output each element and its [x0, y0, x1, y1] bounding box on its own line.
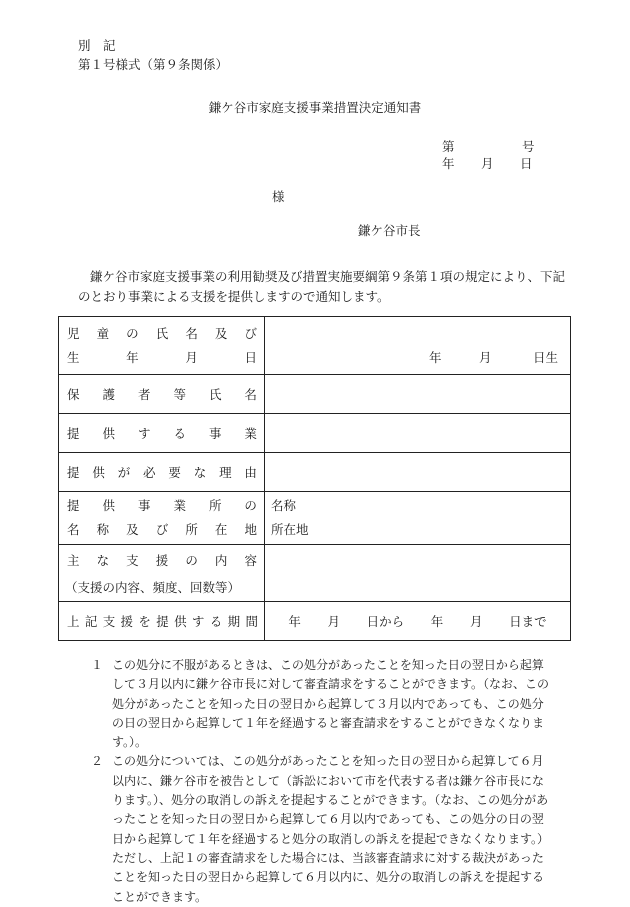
label-char: 年 [126, 349, 139, 365]
label-char: 氏 [155, 325, 169, 341]
label-char: 日から [366, 614, 405, 629]
label-char: 提 [67, 498, 80, 513]
label-char: 月 [327, 614, 340, 629]
child-name-birth-label [59, 317, 265, 375]
label-char: 月 [469, 614, 483, 629]
label-char: る [209, 614, 223, 629]
label-char: 援 [155, 553, 169, 568]
date-month: 月 [481, 156, 494, 171]
label-char: び [244, 325, 257, 341]
provider-label [59, 492, 265, 545]
label-char: 期 [227, 614, 241, 629]
note-item [85, 752, 555, 906]
issuer-name: 鎌ケ谷市長 [358, 223, 421, 238]
label-char: 支 [126, 553, 139, 568]
label-char: び [155, 522, 169, 537]
label-char: 日 [244, 349, 257, 365]
label-char: 年 [288, 614, 301, 629]
label-char: 日まで [509, 614, 547, 629]
provider-name-label: 名称 [271, 498, 297, 513]
support-content-sublabel: （支援の内容、頻度、回数等） [65, 580, 241, 595]
label-char: 名 [244, 387, 257, 402]
label-char: 月 [185, 349, 198, 365]
label-char: を [138, 614, 151, 629]
period-value [265, 602, 571, 641]
date-year: 年 [442, 156, 455, 171]
label-char: 供 [92, 465, 105, 480]
support-content-value [265, 545, 571, 602]
issue-date [0, 154, 630, 172]
label-char: 提 [67, 465, 80, 480]
label-char: 要 [168, 465, 181, 480]
details-table [58, 316, 571, 641]
label-char: 間 [245, 614, 258, 629]
label-char: 容 [244, 553, 257, 568]
note-text: この処分に不服があるときは、この処分があったことを知った日の翌日から起算して３月以内に鎌ケ谷市長に対して審査請求をすることができます。（なお、この処分があったことを知った日の翌日から起算して３月以内であっても、この処分の日の翌日から起算して１年を経過すると審査請求をすることができなくなります。）。 [112, 658, 550, 750]
label-char: 名 [67, 522, 80, 537]
label-line [59, 346, 264, 370]
label-char: 所 [185, 522, 198, 537]
label-char: 事 [208, 426, 222, 441]
row-guardian [59, 375, 571, 414]
row-service [59, 414, 571, 453]
row-support [59, 545, 571, 602]
number-go: 号 [522, 139, 535, 154]
label-char: 供 [174, 614, 187, 629]
label-char: 業 [173, 498, 186, 513]
service-label [59, 414, 265, 453]
label-char: 提 [67, 426, 80, 441]
label-line [59, 322, 264, 346]
label-char: 供 [102, 498, 115, 513]
service-value [265, 414, 571, 453]
label-char: 記 [84, 614, 98, 629]
label-char: 者 [137, 387, 151, 402]
note-item [85, 656, 555, 752]
label-char: す [137, 426, 151, 441]
label-char: 及 [214, 325, 228, 341]
label-char: 由 [244, 465, 257, 480]
label-char: 護 [102, 387, 115, 402]
label-line [59, 518, 264, 542]
label-char: 主 [67, 553, 80, 568]
label-char: 児 [67, 325, 80, 341]
row-reason [59, 453, 571, 492]
row-period [59, 602, 571, 641]
addressee-suffix: 様 [272, 189, 285, 204]
label-char: る [173, 426, 186, 441]
label-char: 在 [214, 522, 228, 537]
label-char: 保 [67, 387, 80, 402]
label-char: の [185, 553, 198, 568]
note-text: この処分については、この処分があったことを知った日の翌日から起算して６月以内に、鎌ケ谷市を被告として（訴訟において市を代表する者は鎌ケ谷市長になります。）、処分の取消しの訴えを提起することができます。（なお、この処分があったことを知った日の翌日から起算して６月以内であっても、この処分の日の翌日から起算して１年を経過すると処分の取消しの訴えを提起できなくなります。）ただし、上記１の審査請求をした場合には、当該審査請求に対する裁決があったことを知った日の翌日から起算して６月以内に、処分の取消しの訴えを提起することができます。 [112, 754, 550, 904]
label-char: 供 [102, 426, 115, 441]
label-char: が [117, 465, 131, 480]
label-line [59, 385, 264, 403]
provider-value [265, 492, 571, 545]
label-line [59, 612, 264, 630]
label-char: 業 [244, 426, 257, 441]
label-char: な [96, 553, 110, 568]
provider-address-label: 所在地 [271, 522, 309, 537]
label-char: 及 [126, 522, 139, 537]
label-char: 生 [67, 349, 80, 365]
birth-month: 月 [479, 350, 492, 365]
label-line [59, 424, 264, 442]
birth-day: 日生 [533, 350, 559, 365]
label-char: 上 [67, 614, 80, 629]
label-char: な [193, 465, 207, 480]
label-char: 事 [137, 498, 151, 513]
document-title: 鎌ケ谷市家庭支援事業措置決定通知書 [208, 100, 422, 115]
label-char: 氏 [208, 387, 222, 402]
label-char: す [191, 614, 205, 629]
birth-year: 年 [429, 350, 442, 365]
form-number: 第１号様式（第９条関係） [78, 57, 229, 72]
label-char: 地 [244, 522, 257, 537]
notice-body [78, 267, 568, 307]
label-char: 所 [208, 498, 222, 513]
date-day: 日 [520, 156, 533, 171]
notice-body-text: 鎌ケ谷市家庭支援事業の利用勧奨及び措置実施要綱第９条第１項の規定により、下記のとおり事業による支援を提供しますので通知します。 [78, 269, 566, 304]
label-char: 称 [96, 522, 110, 537]
row-child [59, 317, 571, 375]
label-line [59, 494, 264, 518]
label-line [59, 463, 264, 481]
label-char: 童 [96, 325, 110, 341]
row-provider [59, 492, 571, 545]
reason-value [265, 453, 571, 492]
period-line [265, 612, 570, 630]
label-char: 名 [185, 325, 198, 341]
label-char: の [126, 325, 139, 341]
label-char: 必 [143, 465, 156, 480]
period-label [59, 602, 265, 641]
label-char: 理 [219, 465, 232, 480]
guardian-name-label [59, 375, 265, 414]
label-char: の [244, 498, 257, 513]
note-number: １ [91, 658, 104, 672]
number-dai: 第 [442, 139, 455, 154]
notes [85, 656, 555, 907]
label-char: 等 [173, 387, 186, 402]
guardian-name-value [265, 375, 571, 414]
reason-label [59, 453, 265, 492]
note-number: ２ [91, 754, 104, 769]
child-name-birth-value [265, 317, 571, 375]
support-content-label [59, 545, 265, 602]
label-char: 援 [120, 614, 134, 629]
label-char: 内 [214, 553, 228, 568]
label-line [59, 549, 264, 573]
document-number [0, 137, 630, 155]
label-char: 年 [430, 614, 444, 629]
appendix-label: 別 記 [78, 38, 116, 53]
label-char: 支 [102, 614, 116, 629]
label-char: 提 [156, 614, 169, 629]
